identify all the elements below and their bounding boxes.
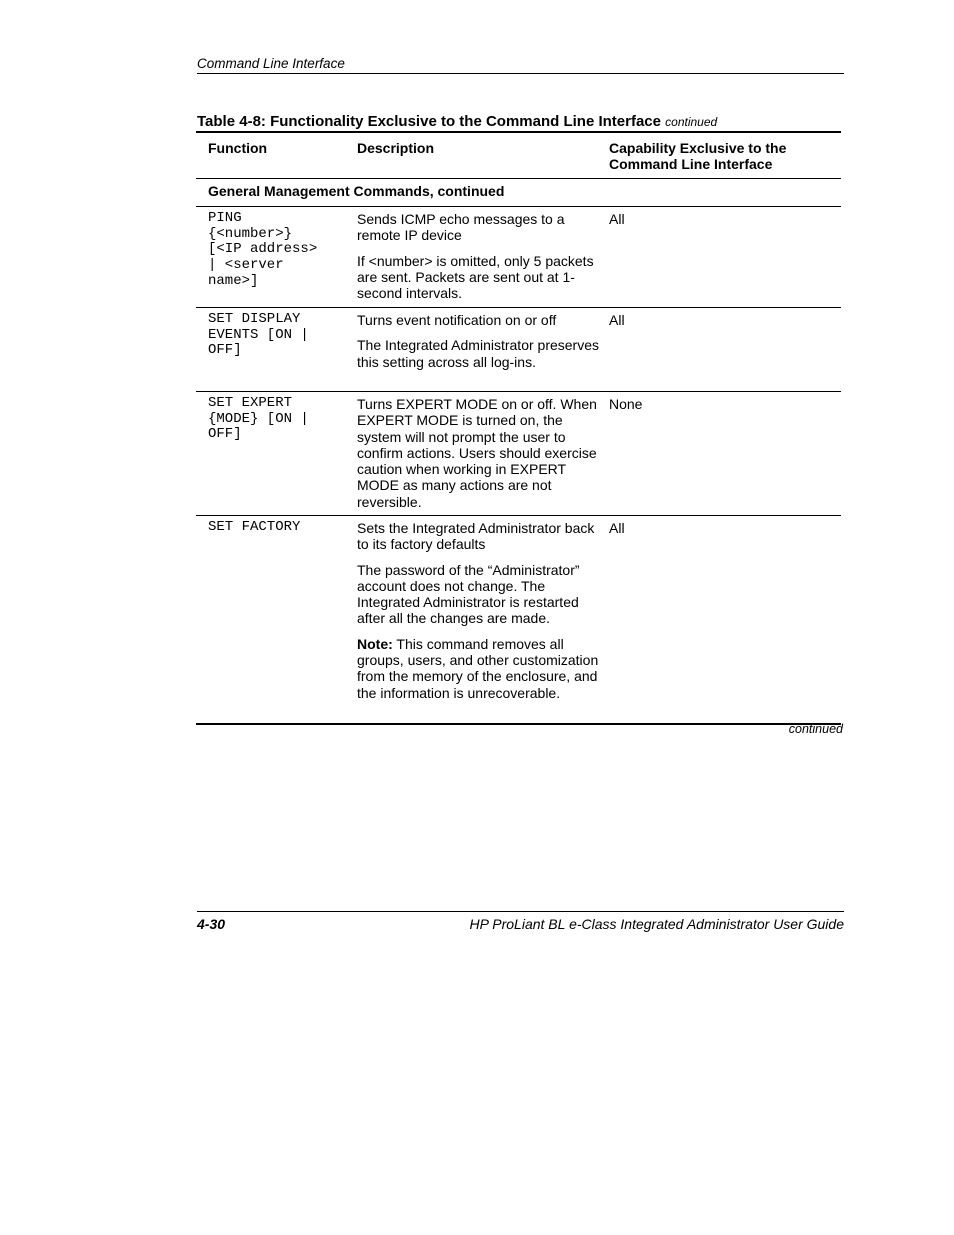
description-paragraph: Turns EXPERT MODE on or off. When EXPERT MODE is turned on, the system will not prompt the user to confirm actions. Users should exercise caution when working in EXPERT MODE as many actions are not reversible. bbox=[357, 396, 597, 510]
capability-cell: All bbox=[609, 312, 625, 328]
running-header: Command Line Interface bbox=[197, 56, 844, 74]
description-cell bbox=[357, 520, 609, 723]
description-cell bbox=[357, 211, 609, 307]
table-row bbox=[196, 516, 841, 723]
note-text: This command removes all groups, users, and other customization from the memory of the enclosure, and the information is unrecoverable. bbox=[357, 635, 599, 701]
description-paragraph: The password of the “Administrator” account does not change. The Integrated Administrator is restarted after all the changes are made. bbox=[357, 561, 580, 627]
column-header-description: Description bbox=[357, 140, 435, 156]
capability-cell: None bbox=[609, 396, 643, 412]
table-caption bbox=[197, 113, 717, 130]
column-header-function: Function bbox=[208, 140, 268, 156]
column-header-capability: Capability Exclusive to the Command Line Interface bbox=[609, 140, 787, 173]
page-number: 4-30 bbox=[197, 916, 226, 932]
description-paragraph: The Integrated Administrator preserves this setting across all log-ins. bbox=[357, 337, 600, 370]
description-paragraph: Sends ICMP echo messages to a remote IP device bbox=[357, 211, 565, 244]
table-caption-title: Table 4-8: Functionality Exclusive to the Command Line Interface bbox=[197, 113, 661, 130]
table-continued-note: continued bbox=[788, 722, 843, 736]
capability-cell: All bbox=[609, 211, 625, 227]
description-paragraph: Sets the Integrated Administrator back to its factory defaults bbox=[357, 520, 595, 553]
description-cell bbox=[357, 396, 609, 515]
table-row bbox=[196, 308, 841, 392]
description-paragraph: Turns event notification on or off bbox=[357, 312, 557, 328]
table-header-row bbox=[196, 133, 841, 179]
note-label: Note: bbox=[357, 635, 393, 652]
description-paragraph: If <number> is omitted, only 5 packets are sent. Packets are sent out at 1-second intervals. bbox=[357, 252, 594, 302]
description-cell bbox=[357, 312, 609, 391]
book-title: HP ProLiant BL e-Class Integrated Administrator User Guide bbox=[469, 916, 844, 932]
function-cell: SET DISPLAY EVENTS [ON | OFF] bbox=[208, 311, 309, 359]
table-row bbox=[196, 207, 841, 308]
table-row bbox=[196, 392, 841, 516]
function-cell: SET EXPERT {MODE} [ON | OFF] bbox=[208, 395, 309, 443]
table-group-heading: General Management Commands, continued bbox=[196, 179, 841, 207]
table-caption-continued: continued bbox=[665, 115, 718, 129]
capability-cell: All bbox=[609, 520, 625, 536]
function-cell: PING {<number>} [<IP address> | <server name>] bbox=[208, 210, 318, 289]
function-cell: SET FACTORY bbox=[208, 519, 301, 535]
page-footer bbox=[197, 911, 844, 932]
functionality-table bbox=[196, 131, 841, 725]
note-paragraph bbox=[357, 636, 609, 701]
